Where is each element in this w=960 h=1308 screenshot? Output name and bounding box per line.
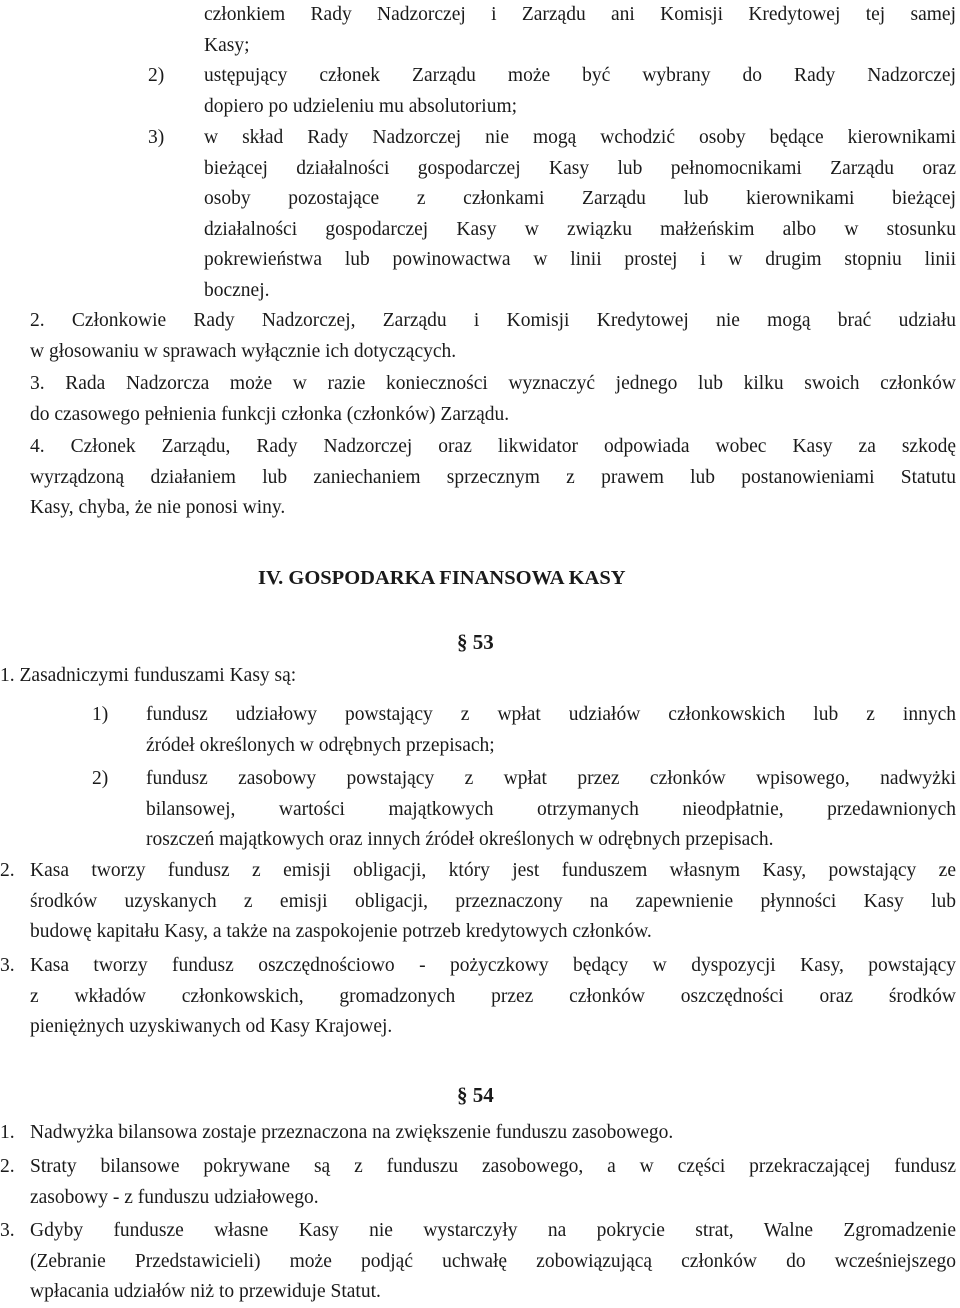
list-number: 3) bbox=[148, 127, 165, 148]
text-line: 2. Członkowie Rady Nadzorczej, Zarządu i Komisji Kredytowej nie mogą brać udziału bbox=[30, 310, 956, 331]
section-heading: IV. GOSPODARKA FINANSOWA KASY bbox=[258, 567, 626, 589]
text-line: środków uzyskanych z emisji obligacji, przeznaczony na zapewnienie płynności Kasy lub bbox=[30, 890, 956, 912]
text-line: pieniężnych uzyskiwanych od Kasy Krajowej. bbox=[30, 1016, 393, 1037]
text-line: źródeł określonych w odrębnych przepisach; bbox=[146, 734, 495, 756]
s54-paragraph-2 bbox=[30, 1152, 956, 1213]
text-line: Kasy, chyba, że nie ponosi winy. bbox=[30, 497, 286, 518]
list-item-3 bbox=[204, 123, 956, 306]
paragraph-number: 2. bbox=[0, 1156, 15, 1177]
text-line: członkiem Rady Nadzorczej i Zarządu ani Komisji Kredytowej tej samej bbox=[204, 4, 956, 25]
text-line: Kasy; bbox=[204, 34, 250, 56]
paragraph-3 bbox=[30, 369, 956, 430]
text-line: w skład Rady Nadzorczej nie mogą wchodzić osoby będące kierownikami bbox=[204, 127, 956, 148]
text-line: zasobowy - z funduszu udziałowego. bbox=[30, 1186, 319, 1208]
paragraph-number: 2. bbox=[0, 860, 15, 881]
text-line: wpłacania udziałów niż to przewiduje Statut. bbox=[30, 1281, 381, 1302]
text-line: bocznej. bbox=[204, 279, 270, 301]
s53-paragraph-2 bbox=[30, 856, 956, 948]
text-line: budowę kapitału Kasy, a także na zaspokojenie potrzeb kredytowych członków. bbox=[30, 921, 652, 942]
text-line: pokrewieństwa lub powinowactwa w linii prostej i w drugim stopniu linii bbox=[204, 249, 956, 270]
text-line: 3. Rada Nadzorcza może w razie konieczności wyznaczyć jednego lub kilku swoich członków bbox=[30, 373, 956, 394]
text-line: ustępujący członek Zarządu może być wybrany do Rady Nadzorczej bbox=[204, 65, 956, 86]
paragraph-sign-53: § 53 bbox=[457, 630, 494, 654]
text-line: 1. Zasadniczymi funduszami Kasy są: bbox=[0, 665, 297, 686]
text-line: 4. Członek Zarządu, Rady Nadzorczej oraz likwidator odpowiada wobec Kasy za szkodę bbox=[30, 436, 956, 457]
s54-paragraph-1 bbox=[30, 1118, 956, 1149]
s53-list-item-1 bbox=[146, 700, 956, 761]
text-line: bieżącej działalności gospodarczej Kasy lub pełnomocnikami Zarządu oraz bbox=[204, 157, 956, 179]
text-line: roszczeń majątkowych oraz innych źródeł określonych w odrębnych przepisach. bbox=[146, 829, 774, 850]
list-item-2 bbox=[204, 61, 956, 122]
paragraph-4 bbox=[30, 432, 956, 524]
paragraph-2 bbox=[30, 306, 956, 367]
text-line: Gdyby fundusze własne Kasy nie wystarczyły na pokrycie strat, Walne Zgromadzenie bbox=[30, 1220, 956, 1241]
text-line: Kasa tworzy fundusz oszczędnościowo - pożyczkowy będący w dyspozycji Kasy, powstający bbox=[30, 955, 956, 976]
paragraph-number: 3. bbox=[0, 1220, 15, 1241]
text-line: w głosowaniu w sprawach wyłącznie ich dotyczących. bbox=[30, 340, 457, 362]
text-line: dopiero po udzieleniu mu absolutorium; bbox=[204, 95, 518, 117]
text-line: do czasowego pełnienia funkcji członka (członków) Zarządu. bbox=[30, 403, 510, 425]
paragraph-number: 3. bbox=[0, 955, 15, 976]
text-line: osoby pozostające z członkami Zarządu lub kierownikami bieżącej bbox=[204, 188, 956, 209]
text-line: Nadwyżka bilansowa zostaje przeznaczona na zwiększenie funduszu zasobowego. bbox=[30, 1122, 674, 1143]
text-line: z wkładów członkowskich, gromadzonych przez członków oszczędności oraz środków bbox=[30, 985, 956, 1007]
text-line: bilansowej, wartości majątkowych otrzymanych nieodpłatnie, przedawnionych bbox=[146, 798, 956, 820]
text-line: (Zebranie Przedstawicieli) może podjąć uchwałę zobowiązującą członków do wcześniejszego bbox=[30, 1250, 956, 1272]
s54-paragraph-3 bbox=[30, 1216, 956, 1308]
s53-list-item-2 bbox=[146, 764, 956, 856]
paragraph-number: 1. bbox=[0, 1122, 15, 1143]
item-continuation bbox=[204, 0, 956, 61]
paragraph-sign-54: § 54 bbox=[457, 1083, 494, 1107]
s53-paragraph-3 bbox=[30, 951, 956, 1043]
list-number: 2) bbox=[148, 65, 165, 86]
text-line: wyrządzoną działaniem lub zaniechaniem sprzecznym z prawem lub postanowieniami Statutu bbox=[30, 466, 956, 488]
text-line: działalności gospodarczej Kasy w związku małżeńskim albo w stosunku bbox=[204, 218, 956, 240]
s53-intro bbox=[0, 661, 296, 692]
list-number: 1) bbox=[92, 704, 109, 725]
list-number: 2) bbox=[92, 768, 109, 789]
text-line: fundusz zasobowy powstający z wpłat przez członków wpisowego, nadwyżki bbox=[146, 768, 956, 789]
text-line: Kasa tworzy fundusz z emisji obligacji, który jest funduszem własnym Kasy, powstający ze bbox=[30, 860, 956, 881]
text-line: fundusz udziałowy powstający z wpłat udziałów członkowskich lub z innych bbox=[146, 704, 956, 725]
text-line: Straty bilansowe pokrywane są z funduszu zasobowego, a w części przekraczającej fundusz bbox=[30, 1156, 956, 1177]
